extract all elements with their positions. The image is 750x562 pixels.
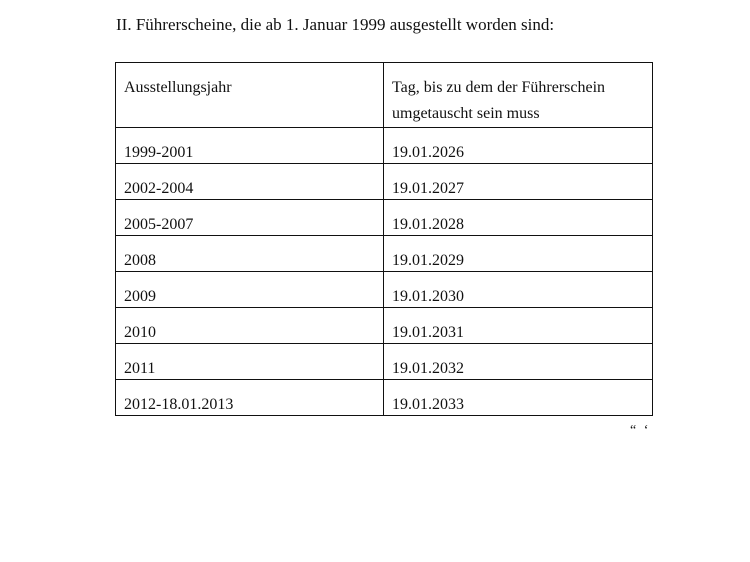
cell-issue-year: 1999-2001	[116, 128, 384, 164]
cell-issue-year: 2012-18.01.2013	[116, 380, 384, 416]
table-row	[116, 380, 653, 416]
table-row	[116, 272, 653, 308]
section-heading: II. Führerscheine, die ab 1. Januar 1999 ausgestellt worden sind:	[116, 15, 555, 34]
closing-quote-mark: “ ‘	[630, 423, 651, 438]
table-row	[116, 308, 653, 344]
table-row	[116, 344, 653, 380]
cell-exchange-deadline: 19.01.2033	[384, 380, 653, 416]
cell-exchange-deadline: 19.01.2032	[384, 344, 653, 380]
table-row	[116, 200, 653, 236]
cell-exchange-deadline: 19.01.2027	[384, 164, 653, 200]
license-exchange-table	[115, 62, 653, 416]
cell-exchange-deadline: 19.01.2031	[384, 308, 653, 344]
cell-exchange-deadline: 19.01.2026	[384, 128, 653, 164]
table-header-row	[116, 63, 653, 128]
header-exchange-deadline: Tag, bis zu dem der Führerschein umgetauscht sein muss	[384, 63, 653, 128]
table-row	[116, 236, 653, 272]
cell-exchange-deadline: 19.01.2029	[384, 236, 653, 272]
cell-issue-year: 2009	[116, 272, 384, 308]
table-row	[116, 128, 653, 164]
cell-issue-year: 2005-2007	[116, 200, 384, 236]
cell-exchange-deadline: 19.01.2030	[384, 272, 653, 308]
table-row	[116, 164, 653, 200]
cell-exchange-deadline: 19.01.2028	[384, 200, 653, 236]
cell-issue-year: 2002-2004	[116, 164, 384, 200]
cell-issue-year: 2010	[116, 308, 384, 344]
header-issue-year: Ausstellungsjahr	[116, 63, 384, 128]
cell-issue-year: 2011	[116, 344, 384, 380]
cell-issue-year: 2008	[116, 236, 384, 272]
